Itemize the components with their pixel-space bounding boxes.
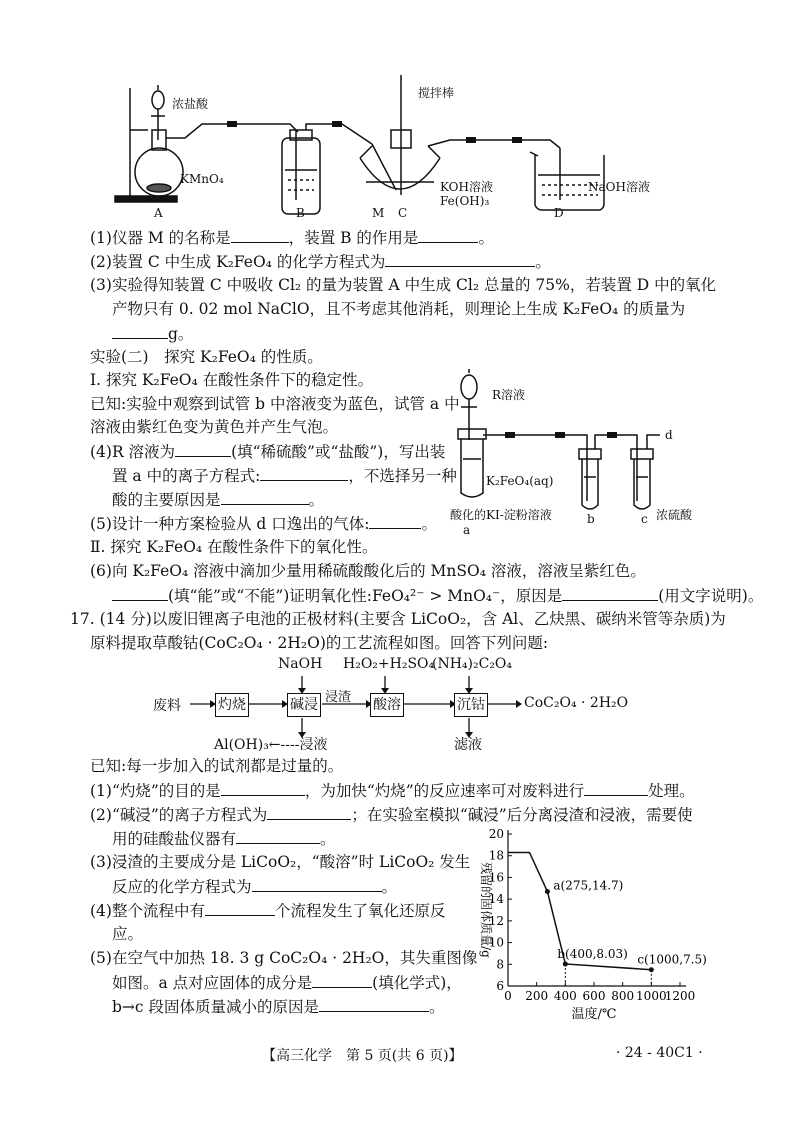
y-tick-label: 14 — [488, 892, 504, 907]
label-koh: KOH溶液 — [440, 180, 493, 194]
x-tick-label: 1200 — [664, 989, 696, 1003]
part-1-known-2: 溶液由紫红色变为黄色并产生气泡。 — [90, 418, 339, 436]
data-point — [545, 889, 550, 894]
question-17-1: (1)“灼烧”的目的是 ，为加快“灼烧”的反应速率可对废料进行 处理。 — [90, 782, 695, 800]
y-tick-label: 12 — [488, 913, 504, 928]
answer-blank[interactable] — [236, 828, 320, 844]
flow-waste: 废料 — [153, 698, 181, 714]
flow-product: CoC₂O₄ · 2H₂O — [524, 695, 629, 711]
y-tick-label: 18 — [488, 848, 504, 863]
label-a: a — [463, 523, 471, 537]
label-k2feo4-aq: K₂FeO₄(aq) — [486, 474, 554, 488]
page-footer: 【高三化学 第 5 页(共 6 页)】 — [262, 1048, 463, 1064]
flow-ammonium-oxalate: (NH₄)₂C₂O₄ — [432, 656, 513, 672]
paper-code: · 24 - 40C1 · — [616, 1045, 703, 1061]
label-B: B — [296, 206, 305, 220]
question-5: (5)设计一种方案检验从 d 口逸出的气体: 。 — [90, 515, 437, 533]
y-tick-label: 8 — [496, 957, 504, 972]
label-c: c — [641, 512, 648, 526]
answer-blank[interactable] — [267, 804, 351, 820]
question-17-4-line-2: 应。 — [112, 925, 144, 943]
label-C: C — [398, 206, 408, 220]
label-conc-hcl: 浓盐酸 — [172, 97, 209, 111]
question-4-line-2: 置 a 中的离子方程式: ，不选择另一种 — [112, 467, 457, 485]
part-1-title: Ⅰ. 探究 K₂FeO₄ 在酸性条件下的稳定性。 — [90, 371, 374, 389]
flow-step-alkali-leach: 碱浸 — [287, 693, 321, 717]
label-A: A — [154, 206, 163, 220]
label-stirrer: 搅拌棒 — [418, 86, 455, 100]
question-17-5-line-2: 如图。a 点对应固体的成分是 (填化学式)， — [112, 974, 462, 992]
answer-blank[interactable] — [205, 900, 275, 916]
question-17-3-line-1: (3)浸渣的主要成分是 LiCoO₂，“酸溶”时 LiCoO₂ 发生 — [90, 853, 471, 871]
x-tick-label: 600 — [582, 989, 606, 1003]
question-1: (1)仪器 M 的名称是 ，装置 B 的作用是 。 — [90, 229, 494, 247]
label-D: D — [554, 206, 564, 220]
answer-blank[interactable] — [252, 876, 382, 892]
point-label: b(400,8.03) — [557, 946, 628, 961]
flow-aloh3-leachate: Al(OH)₃←----浸液 — [214, 737, 328, 753]
question-17-3-line-2: 反应的化学方程式为 。 — [112, 878, 398, 896]
data-point — [563, 961, 568, 966]
label-conc-h2so4: 浓硫酸 — [656, 508, 693, 522]
question-17-2-line-1: (2)“碱浸”的离子方程式为 ；在实验室模拟“碱浸”后分离浸渣和浸液，需要使 — [90, 806, 693, 824]
label-kmno4: KMnO₄ — [180, 172, 224, 186]
answer-blank[interactable] — [319, 996, 429, 1012]
label-M: M — [372, 206, 385, 220]
flow-filtrate: 滤液 — [454, 737, 482, 753]
label-naoh: NaOH溶液 — [588, 180, 650, 194]
part-1-known-1: 已知:实验中观察到试管 b 中溶液变为蓝色，试管 a 中 — [90, 395, 460, 413]
question-3-line-2: 产物只有 0. 02 mol NaClO，且不考虑其他消耗，则理论上生成 K₂FeO₄ 的质量为 — [112, 300, 686, 318]
experiment-2-title: 实验(二) 探究 K₂FeO₄ 的性质。 — [90, 348, 323, 366]
flow-step-acid-dissolve: 酸溶 — [370, 693, 404, 717]
y-tick-label: 16 — [488, 870, 504, 885]
x-tick-label: 800 — [611, 989, 635, 1003]
question-4-line-3: 酸的主要原因是 。 — [112, 491, 325, 509]
question-4-line-1: (4)R 溶液为 (填“稀硫酸”或“盐酸”)，写出装 — [90, 443, 446, 461]
question-3-line-3: g。 — [112, 323, 193, 344]
data-point — [649, 967, 654, 972]
x-tick-label: 1000 — [636, 989, 667, 1003]
flow-step-roast: 灼烧 — [215, 693, 249, 717]
flow-h2o2-h2so4: H₂O₂+H₂SO₄ — [343, 656, 435, 672]
question-3-line-1: (3)实验得知装置 C 中吸收 Cl₂ 的量为装置 A 中生成 Cl₂ 总量的 75%，若装置 D 中的氧化 — [90, 276, 717, 294]
tga-weight-loss-chart — [470, 820, 707, 1025]
y-tick-label: 6 — [496, 979, 504, 993]
flow-naoh: NaOH — [278, 656, 323, 672]
question-17-5-line-1: (5)在空气中加热 18. 3 g CoC₂O₄ · 2H₂O，其失重图像 — [90, 949, 478, 967]
question-17-line-2: 原料提取草酸钴(CoC₂O₄ · 2H₂O)的工艺流程如图。回答下列问题: — [90, 634, 549, 652]
y-axis-label: 残留的固体质量/g — [479, 862, 493, 958]
question-6-line-1: (6)向 K₂FeO₄ 溶液中滴加少量用稀硫酸酸化后的 MnSO₄ 溶液，溶液呈紫红色。 — [90, 562, 646, 580]
part-2-title: Ⅱ. 探究 K₂FeO₄ 在酸性条件下的氧化性。 — [90, 538, 378, 556]
answer-blank[interactable] — [584, 780, 648, 796]
question-17-known: 已知:每一步加入的试剂都是过量的。 — [90, 757, 344, 775]
label-feoh3: Fe(OH)₃ — [440, 194, 490, 208]
x-axis-label: 温度/℃ — [571, 1007, 617, 1022]
point-label: c(1000,7.5) — [637, 952, 707, 967]
x-tick-label: 200 — [525, 989, 549, 1003]
question-17-line-1: 17. (14 分)以废旧锂离子电池的正极材料(主要含 LiCoO₂，含 Al、乙炔黑、碳纳米管等杂质)为 — [70, 610, 726, 628]
y-tick-label: 20 — [488, 827, 504, 841]
label-r-solution: R溶液 — [492, 388, 526, 402]
question-17-2-line-2: 用的硅酸盐仪器有 。 — [112, 830, 336, 848]
label-d: d — [665, 428, 673, 442]
answer-blank[interactable] — [312, 972, 372, 988]
x-tick-label: 0 — [504, 989, 512, 1003]
flow-residue: 浸渣 — [325, 690, 352, 705]
label-ki-starch: 酸化的KI-淀粉溶液 — [450, 508, 552, 522]
point-label: a(275,14.7) — [553, 878, 624, 893]
x-tick-label: 400 — [553, 989, 577, 1003]
y-tick-label: 10 — [488, 935, 504, 950]
question-6-line-2: (填“能”或“不能”)证明氧化性:FeO₄²⁻ > MnO₄⁻，原因是 (用文字说明)。 — [112, 585, 763, 606]
question-2: (2)装置 C 中生成 K₂FeO₄ 的化学方程式为 。 — [90, 253, 551, 271]
question-17-5-line-3: b→c 段固体质量减小的原因是 。 — [112, 998, 445, 1016]
flow-step-precipitate: 沉钴 — [454, 693, 488, 717]
label-b: b — [587, 512, 595, 526]
answer-blank[interactable] — [221, 780, 305, 796]
question-17-4-line-1: (4)整个流程中有 个流程发生了氧化还原反 — [90, 902, 446, 920]
